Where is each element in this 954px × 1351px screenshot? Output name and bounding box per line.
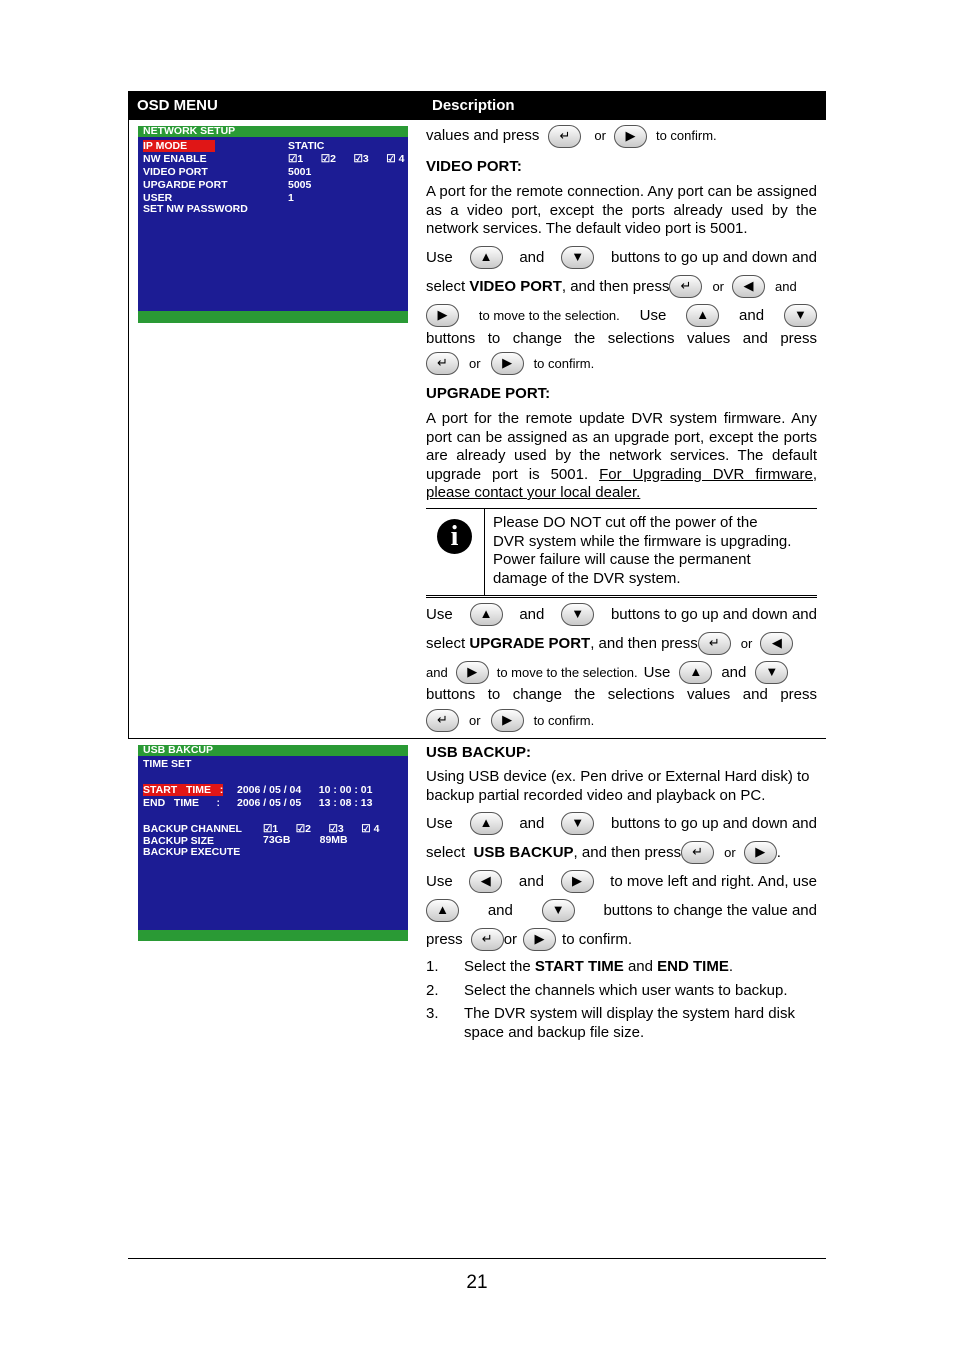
- col-description: Description: [432, 97, 515, 114]
- usb-backup-description: Using USB device (ex. Pen drive or External Hard disk) to backup partial recorded video and playback on PC.: [426, 768, 810, 804]
- usb-instr-5: press ↵ or ▶ to confirm.: [426, 924, 817, 954]
- video-port-instr-1: Use ▲ and ▼ buttons to go up and down and: [426, 242, 817, 272]
- osd-row-label: NW ENABLE: [143, 153, 207, 165]
- page-number: 21: [466, 1272, 488, 1293]
- osd-row-label: UPGARDE PORT: [143, 179, 228, 191]
- upgrade-port-instr-1: Use ▲ and ▼ buttons to go up and down and: [426, 599, 817, 629]
- down-button-icon: ▼: [561, 603, 594, 626]
- usb-instr-1: Use ▲ and ▼ buttons to go up and down and: [426, 808, 817, 838]
- right-button-icon: ▶: [744, 841, 777, 864]
- up-button-icon: ▲: [470, 812, 503, 835]
- osd-row-value: STATIC: [288, 140, 325, 152]
- upgrade-dealer-note: For Upgrading DVR firmware, please contact your local dealer.: [426, 465, 817, 501]
- usb-instr-2: select USB BACKUP , and then press ↵ or ▶ .: [426, 837, 817, 867]
- right-button-icon: ▶: [561, 870, 594, 893]
- osd-time-set: TIME SET: [143, 758, 192, 770]
- osd-start-value: 2006 / 05 / 04 10 : 00 : 01: [237, 784, 373, 796]
- usb-steps-list: 1. Select the START TIME and END TIME. 2. Select the channels which user wants to backup. 3. The DVR system will display the system hard disk space and backup file size.: [426, 958, 795, 1041]
- info-icon: i: [437, 519, 472, 554]
- enter-button-icon: ↵: [426, 352, 459, 375]
- up-button-icon: ▲: [470, 246, 503, 269]
- down-button-icon: ▼: [542, 899, 575, 922]
- upgrade-port-instr-4: buttons to change the selections values and press: [426, 686, 817, 703]
- left-button-icon: ◀: [760, 632, 793, 655]
- upgrade-port-instr-3: and ▶ to move to the selection. Use ▲ and ▼: [426, 657, 817, 687]
- footer-rule: [128, 1258, 826, 1259]
- usb-instr-4: ▲ and ▼ buttons to change the value and: [426, 895, 817, 925]
- enter-button-icon: ↵: [471, 928, 504, 951]
- osd-row-label: VIDEO PORT: [143, 166, 208, 178]
- osd-row-label: USER: [143, 192, 173, 204]
- upgrade-port-instr-5: ↵ or ▶ to confirm.: [426, 705, 817, 735]
- enter-button-icon: ↵: [548, 125, 581, 148]
- table-header: [128, 91, 826, 120]
- down-button-icon: ▼: [561, 812, 594, 835]
- video-port-instr-3: ▶ to move to the selection. Use ▲ and ▼: [426, 300, 817, 330]
- osd-end-value: 2006 / 05 / 05 13 : 08 : 13: [237, 797, 373, 809]
- right-button-icon: ▶: [523, 928, 556, 951]
- osd-row-value: ☑1 ☑2 ☑3 ☑ 4: [288, 153, 405, 165]
- row-divider: [128, 738, 826, 739]
- usb-instr-3: Use ◀ and ▶ to move left and right. And, use: [426, 866, 817, 896]
- column-divider: [128, 91, 129, 739]
- left-button-icon: ◀: [732, 275, 765, 298]
- osd-usb-backup: [138, 745, 408, 941]
- up-button-icon: ▲: [679, 661, 712, 684]
- right-button-icon: ▶: [491, 709, 524, 732]
- enter-button-icon: ↵: [426, 709, 459, 732]
- video-port-instr-2: select VIDEO PORT , and then press ↵ or ◀ and: [426, 271, 817, 301]
- osd-end-label: END TIME :: [143, 797, 221, 809]
- osd-size-value: 73GB 89MB: [263, 834, 348, 846]
- osd-channel-value: ☑1 ☑2 ☑3 ☑ 4: [263, 823, 380, 835]
- osd-row-value: 5001: [288, 166, 312, 178]
- warning-note-text: Please DO NOT cut off the power of the DVR system while the firmware is upgrading. Power failure will cause the permanent damage of the DVR system.: [493, 514, 792, 587]
- col-osd-menu: OSD MENU: [137, 97, 218, 114]
- osd-size-label: BACKUP SIZE: [143, 835, 214, 847]
- values-press-line: values and press ↵ or ▶ to confirm.: [426, 124, 817, 148]
- down-button-icon: ▼: [755, 661, 788, 684]
- up-button-icon: ▲: [426, 899, 459, 922]
- enter-button-icon: ↵: [669, 275, 702, 298]
- video-port-instr-5: ↵ or ▶ to confirm.: [426, 348, 817, 378]
- osd-row-value: 5005: [288, 179, 312, 191]
- upgrade-port-instr-2: select UPGRADE PORT , and then press ↵ or ◀: [426, 628, 817, 658]
- usb-backup-heading: USB BACKUP:: [426, 744, 531, 761]
- osd-start-label: START TIME :: [143, 784, 224, 796]
- video-port-description: A port for the remote connection. Any port can be assigned as a video port, except the ports already used by the network services. The default video port is 5001.: [426, 183, 817, 237]
- osd-title: USB BAKCUP: [143, 744, 214, 756]
- osd-row-value: 1: [288, 192, 294, 204]
- upgrade-port-heading: UPGRADE PORT:: [426, 385, 551, 402]
- up-button-icon: ▲: [470, 603, 503, 626]
- enter-button-icon: ↵: [681, 841, 714, 864]
- osd-network-setup: [138, 126, 408, 323]
- enter-button-icon: ↵: [698, 632, 731, 655]
- down-button-icon: ▼: [784, 304, 817, 327]
- upgrade-port-description: A port for the remote update DVR system firmware. Any port can be assigned as an upgrade port, except the ports are already used by the network services. The default upgrade port is 5001. For Upgrading DVR firmware, please contact your local dealer.: [426, 410, 817, 501]
- warning-note: [426, 508, 817, 598]
- osd-execute-label: BACKUP EXECUTE: [143, 846, 241, 858]
- osd-row-label: SET NW PASSWORD: [143, 203, 248, 215]
- up-button-icon: ▲: [686, 304, 719, 327]
- osd-title: NETWORK SETUP: [143, 125, 236, 137]
- down-button-icon: ▼: [561, 246, 594, 269]
- osd-row-label: IP MODE: [143, 140, 215, 152]
- right-button-icon: ▶: [491, 352, 524, 375]
- video-port-heading: VIDEO PORT:: [426, 158, 522, 175]
- osd-channel-label: BACKUP CHANNEL: [143, 823, 242, 835]
- video-port-instr-4: buttons to change the selections values and press: [426, 330, 817, 347]
- right-button-icon: ▶: [456, 661, 489, 684]
- right-button-icon: ▶: [614, 125, 647, 148]
- right-button-icon: ▶: [426, 304, 459, 327]
- left-button-icon: ◀: [469, 870, 502, 893]
